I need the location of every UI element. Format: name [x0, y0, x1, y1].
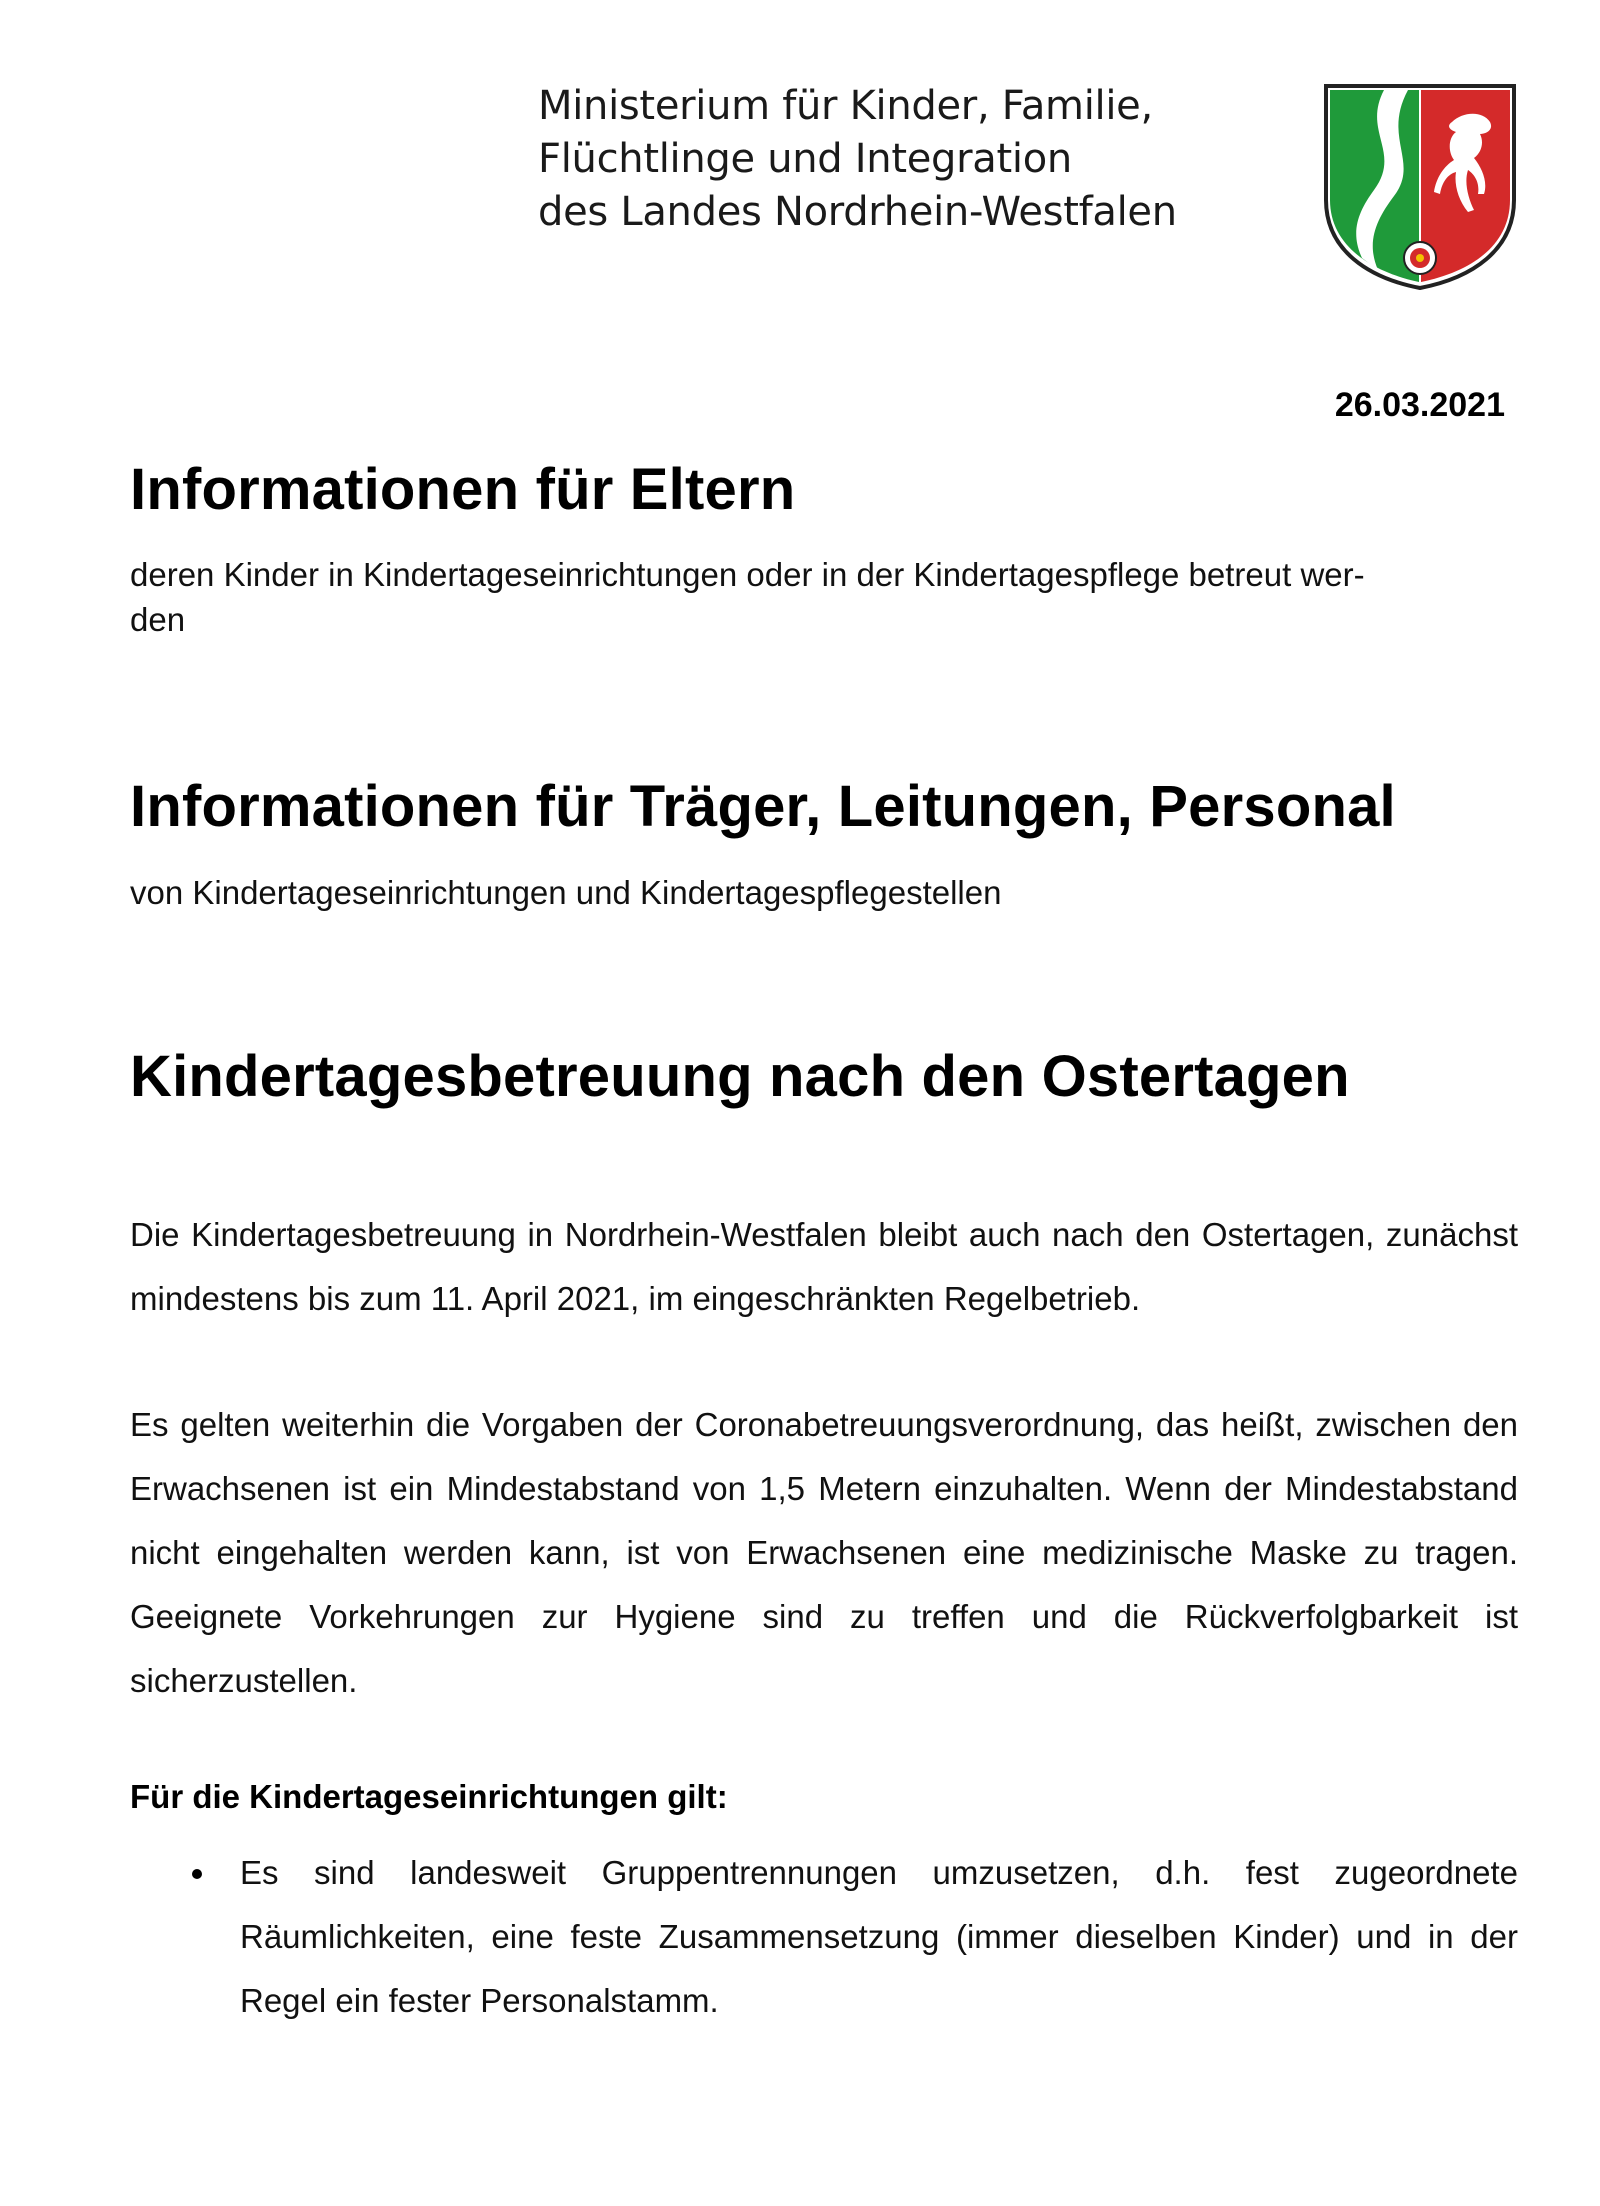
providers-heading: Informationen für Träger, Leitungen, Personal	[130, 774, 1396, 839]
ministry-line: des Landes Nordrhein-Westfalen	[538, 189, 1177, 235]
paragraph-regulations: Es gelten weiterhin die Vorgaben der Coronabetreuungsverordnung, das heißt, zwischen den Erwachsenen ist ein Mindestabstand von 1,5 Metern einzuhalten. Wenn der Mindestabstand nicht eingehalten werden kann, ist von Erwachsenen eine medizinische Maske zu tragen. Geeignete Vorkehrungen zur Hygiene sind zu treffen und die Rückverfolgbarkeit ist sicherzustellen.	[130, 1406, 1518, 1699]
parents-heading: Informationen für Eltern	[130, 457, 796, 522]
document-date: 26.03.2021	[1334, 386, 1505, 424]
paragraph-extended-operation: Die Kindertagesbetreuung in Nordrhein-Westfalen bleibt auch nach den Ostertagen, zunächst mindestens bis zum 11. April 2021, im eingeschränkten Regelbetrieb.	[130, 1216, 1518, 1317]
main-heading: Kindertagesbetreuung nach den Ostertagen	[130, 1044, 1350, 1109]
list-item-text: Es sind landesweit Gruppentrennungen umzusetzen, d.h. fest zugeordnete Räumlichkeiten, eine feste Zusammensetzung (immer dieselben Kinder) und in der Regel ein fester Personalstamm.	[240, 1854, 1518, 2019]
list-label: Für die Kindertageseinrichtungen gilt:	[130, 1778, 728, 1815]
providers-subheading: von Kindertageseinrichtungen und Kindertagespflegestellen	[130, 874, 1002, 911]
bullet-icon	[192, 1869, 202, 1879]
ministry-line: Flüchtlinge und Integration	[538, 136, 1072, 182]
rules-list	[130, 1841, 1518, 2033]
nrw-coat-of-arms-icon	[1322, 82, 1518, 292]
parents-subheading: deren Kinder in Kindertageseinrichtungen oder in der Kindertagespflege betreut wer- den	[130, 556, 1365, 638]
ministry-name	[538, 80, 1177, 239]
list-item	[130, 1841, 1518, 2033]
ministry-line: Ministerium für Kinder, Familie,	[538, 83, 1153, 129]
